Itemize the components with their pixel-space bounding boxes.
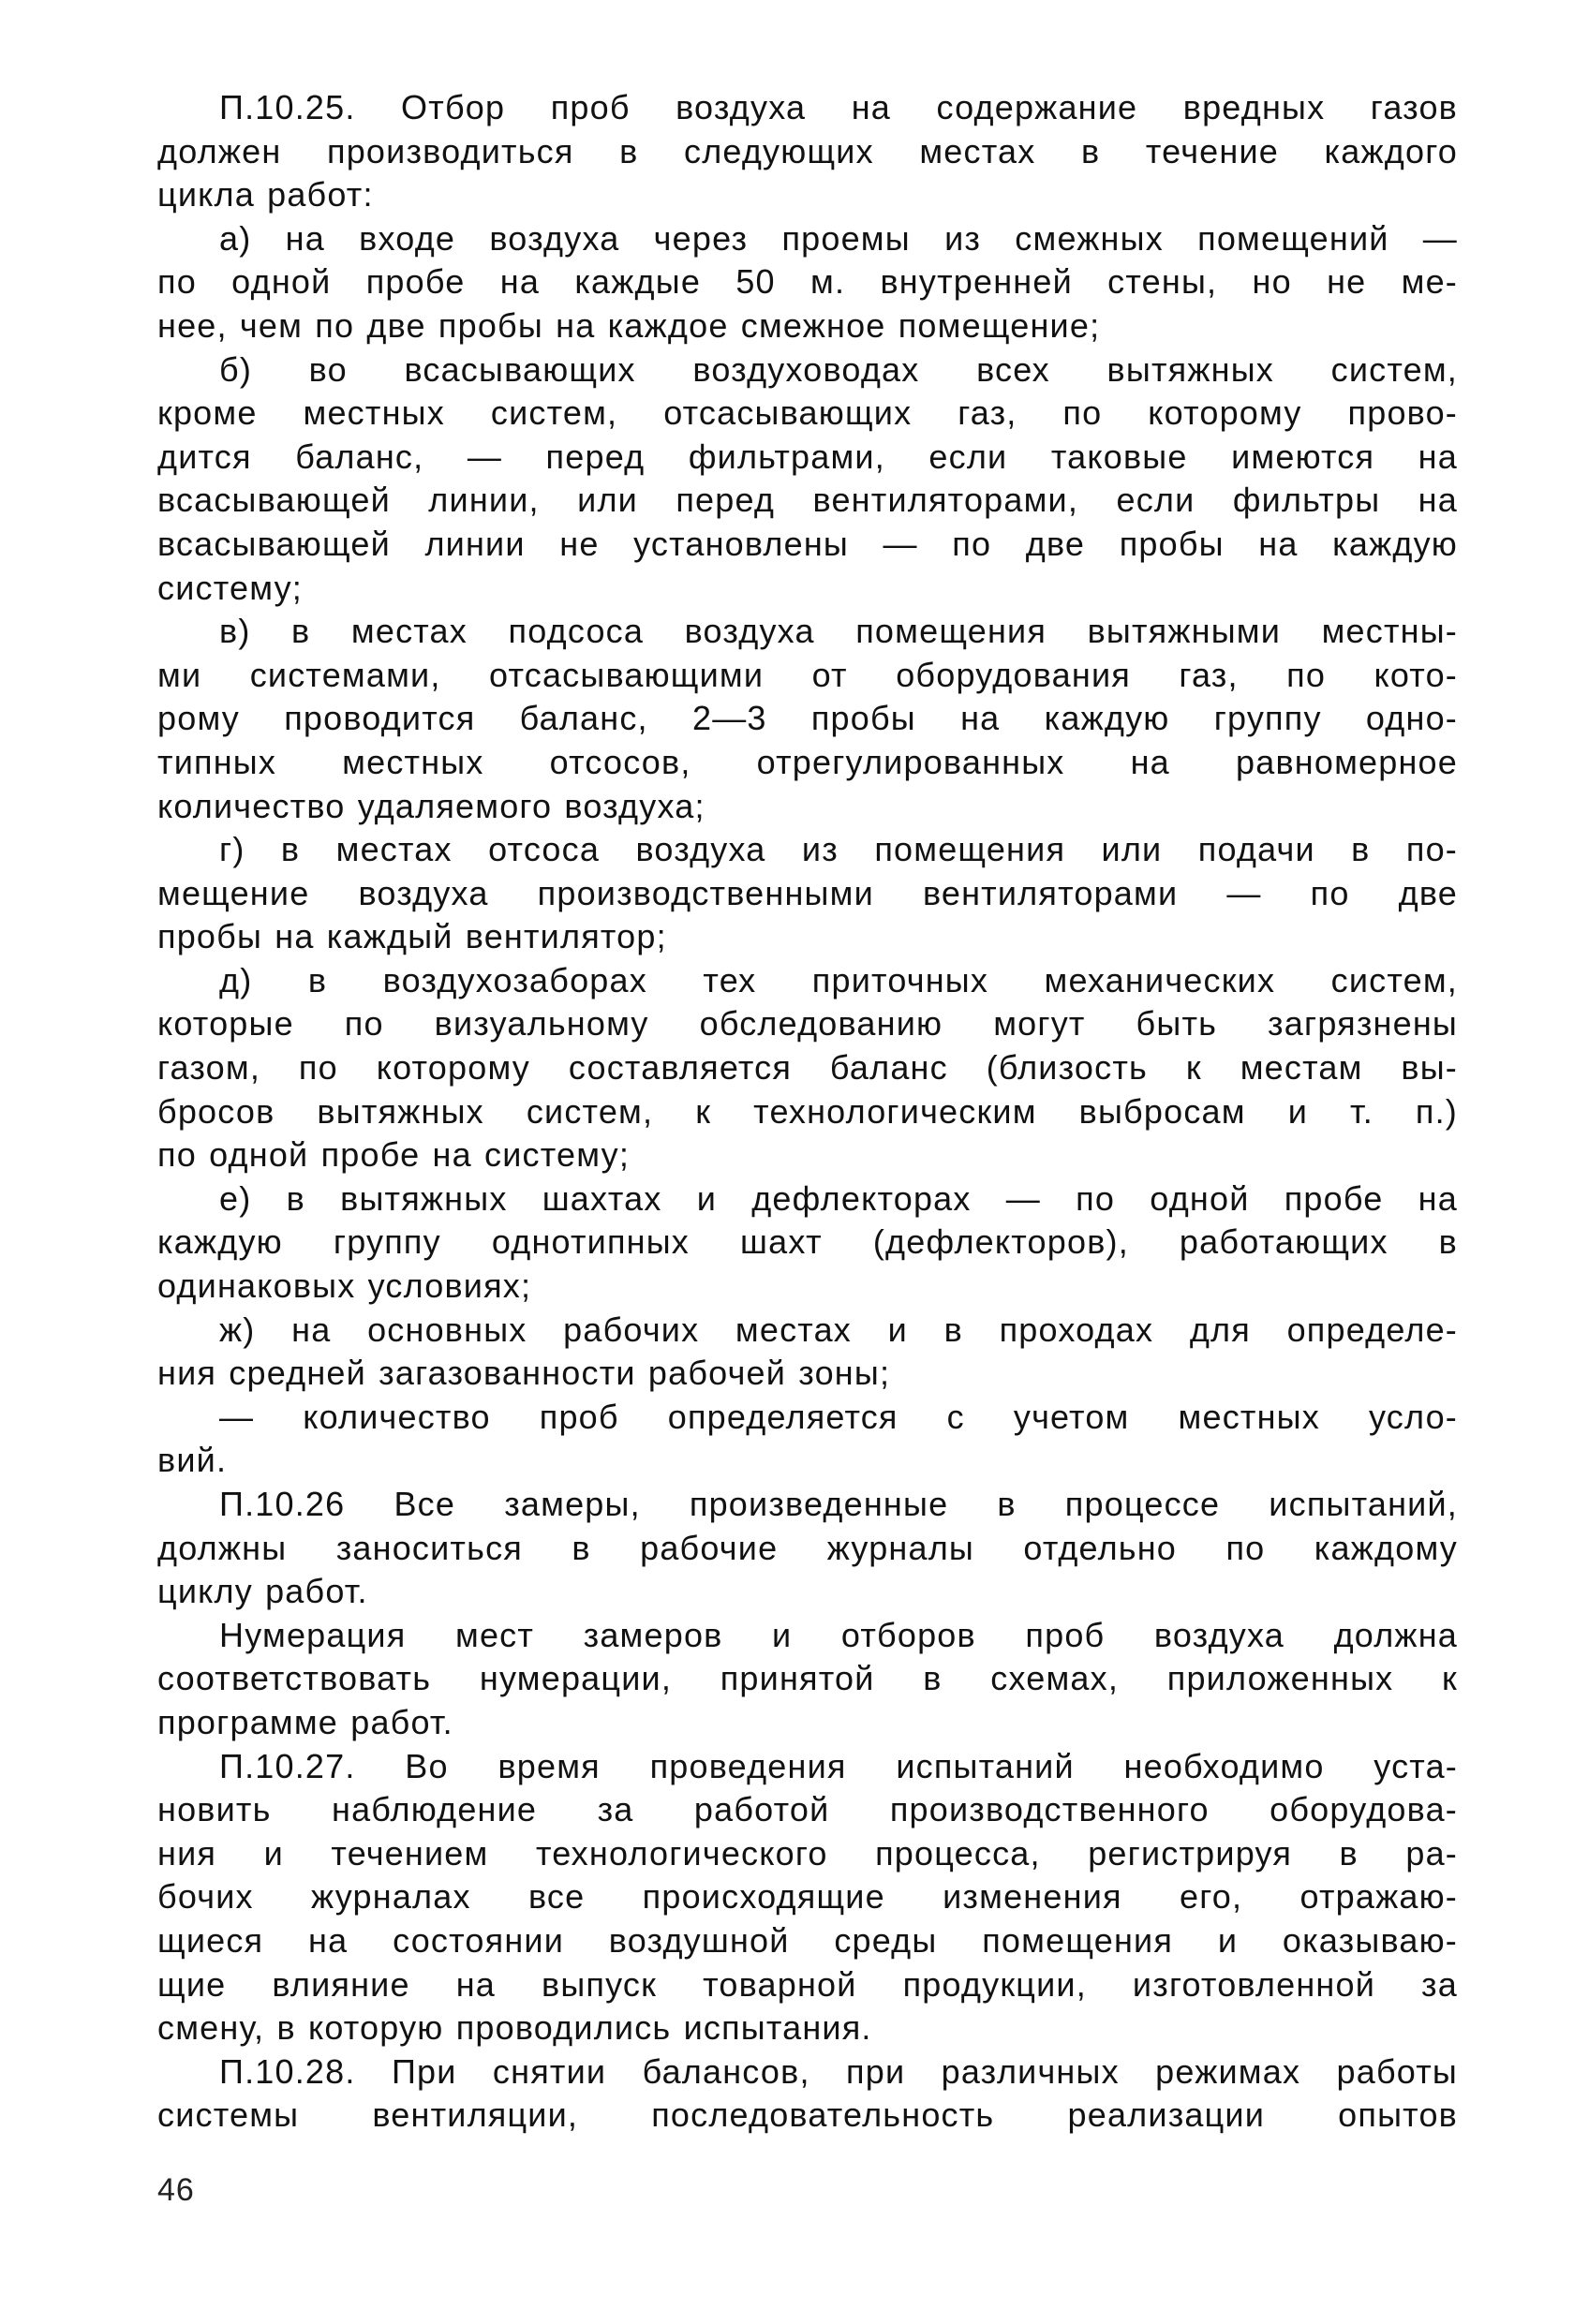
text-line: бросов вытяжных систем, к технологическим выбросам и т. п.) <box>157 1091 1458 1131</box>
text-line: всасывающей линии не установлены — по две пробы на каждую <box>157 524 1458 563</box>
text-line: Нумерация мест замеров и отборов проб воздуха должна <box>219 1615 1458 1654</box>
text-line: ния средней загазованности рабочей зоны; <box>157 1354 891 1393</box>
text-line: б) во всасывающих воздуховодах всех вытяжных систем, <box>219 349 1458 389</box>
text-line: ж) на основных рабочих местах и в проходах для определе- <box>219 1310 1458 1349</box>
text-line: типных местных отсосов, отрегулированных на равномерное <box>157 742 1458 781</box>
text-line: рому проводится баланс, 2—3 пробы на каждую группу одно- <box>157 699 1458 738</box>
text-line: одинаковых условиях; <box>157 1266 532 1306</box>
text-line: которые по визуальному обследованию могут быть загрязнены <box>157 1004 1458 1044</box>
text-line: д) в воздухозаборах тех приточных механических систем, <box>219 960 1458 999</box>
text-line: каждую группу однотипных шахт (дефлекторов), работающих в <box>157 1222 1458 1262</box>
text-line: должны заноситься в рабочие журналы отдельно по каждому <box>157 1528 1458 1567</box>
text-line: соответствовать нумерации, принятой в схемах, приложенных к <box>157 1659 1458 1698</box>
text-line: газом, по которому составляется баланс (близость к местам вы- <box>157 1048 1458 1088</box>
text-line: бочих журналах все происходящие изменения его, отражаю- <box>157 1877 1458 1917</box>
text-line: систему; <box>157 568 303 607</box>
text-line: а) на входе воздуха через проемы из смежных помещений — <box>219 218 1458 258</box>
text-line: смену, в которую проводились испытания. <box>157 2008 872 2048</box>
text-line: дится баланс, — перед фильтрами, если таковые имеются на <box>157 437 1458 476</box>
text-line: П.10.25. Отбор проб воздуха на содержание вредных газов <box>219 88 1458 126</box>
text-line: новить наблюдение за работой производственного оборудова- <box>157 1790 1458 1829</box>
text-line: в) в местах подсоса воздуха помещения вытяжными местны- <box>219 612 1458 651</box>
text-line: мещение воздуха производственными вентиляторами — по две <box>157 873 1458 912</box>
text-line: должен производиться в следующих местах в течение каждого <box>157 131 1458 170</box>
text-line: П.10.26 Все замеры, произведенные в процессе испытаний, <box>219 1485 1458 1523</box>
text-line: кроме местных систем, отсасывающих газ, по которому прово- <box>157 393 1458 433</box>
text-line: щие влияние на выпуск товарной продукции, изготовленной за <box>157 1964 1458 2004</box>
text-line: ми системами, отсасывающими от оборудования газ, по кото- <box>157 655 1458 694</box>
text-line: по одной пробе на каждые 50 м. внутренней стены, но не ме- <box>157 262 1458 302</box>
text-line: е) в вытяжных шахтах и дефлекторах — по одной пробе на <box>219 1178 1458 1218</box>
text-line: ния и течением технологического процесса, регистрируя в ра- <box>157 1833 1458 1873</box>
text-line: программе работ. <box>157 1702 453 1741</box>
text-line: цикла работ: <box>157 175 374 215</box>
text-line: щиеся на состоянии воздушной среды помещения и оказываю- <box>157 1920 1458 1960</box>
text-line: циклу работ. <box>157 1572 368 1611</box>
text-line: нее, чем по две пробы на каждое смежное помещение; <box>157 305 1101 345</box>
text-line: вий. <box>157 1441 228 1480</box>
text-line: г) в местах отсоса воздуха из помещения или подачи в по- <box>219 830 1458 869</box>
page-number: 46 <box>157 2172 195 2208</box>
text-line: системы вентиляции, последовательность реализации опытов <box>157 2095 1458 2135</box>
text-line: П.10.27. Во время проведения испытаний необходимо уста- <box>219 1746 1458 1785</box>
text-line: количество удаляемого воздуха; <box>157 786 705 825</box>
text-line: всасывающей линии, или перед вентиляторами, если фильтры на <box>157 481 1458 520</box>
document-body <box>157 86 1458 2138</box>
text-line: по одной пробе на систему; <box>157 1135 631 1175</box>
text-line: П.10.28. При снятии балансов, при различных режимах работы <box>219 2051 1458 2091</box>
text-line: — количество проб определяется с учетом местных усло- <box>219 1397 1458 1436</box>
text-line: пробы на каждый вентилятор; <box>157 917 667 956</box>
